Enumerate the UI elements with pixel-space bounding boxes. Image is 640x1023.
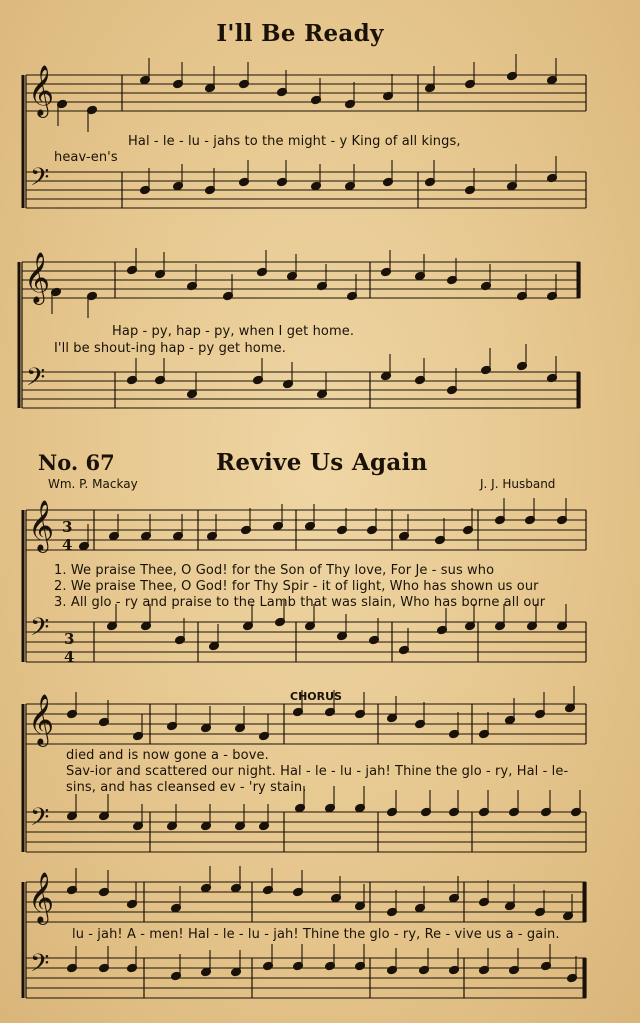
hymn1-title: I'll Be Ready [216, 20, 384, 47]
hymn2-sys2-bass-clef: 𝄢 [30, 803, 50, 838]
composer-credit: J. J. Husband [480, 477, 556, 491]
hymn1-sys2-bass-clef: 𝄢 [26, 363, 46, 398]
time-signature-bass: 4 [64, 648, 75, 666]
verse-2-lyric: 2. We praise Thee, O God! for Thy Spir - it of light, Who has shown us our [54, 579, 539, 594]
system2-lyric-1: died and is now gone a - bove. [66, 748, 269, 763]
system2-lyric-3: sins, and has cleansed ev - 'ry stain. [66, 780, 307, 795]
hymn-number: No. 67 [38, 450, 115, 475]
hymn2-sys2-treble-clef: 𝄞 [28, 694, 55, 745]
hymn1-sys2-treble-clef: 𝄞 [24, 252, 51, 303]
time-signature-treble: 3 [62, 518, 73, 536]
hymn2-sys1-bass-clef: 𝄢 [30, 613, 50, 648]
hymn1-sys1-treble-clef: 𝄞 [28, 65, 55, 116]
time-signature-treble: 4 [62, 536, 73, 554]
system2-lyric-2: Sav-ior and scattered our night. Hal - le - lu - jah! Thine the glo - ry, Hal - le- [66, 764, 569, 779]
verse-1-lyric: 1. We praise Thee, O God! for the Son of Thy love, For Je - sus who [54, 563, 495, 578]
author-credit: Wm. P. Mackay [48, 477, 138, 491]
hymn2-title: Revive Us Again [216, 449, 428, 476]
hymn1-lyric-2a: Hap - py, hap - py, when I get home. [112, 324, 355, 339]
hymn1-lyric-1b: heav-en's [54, 150, 118, 165]
hymn2-sys3-treble-clef: 𝄞 [28, 872, 55, 923]
chorus-label: CHORUS [290, 690, 342, 703]
system3-lyric: lu - jah! A - men! Hal - le - lu - jah! Thine the glo - ry, Re - vive us a - gain. [72, 927, 560, 942]
hymn2-sys1-treble-clef: 𝄞 [28, 500, 55, 551]
hymn1-lyric-1a: Hal - le - lu - jahs to the might - y King of all kings, [128, 134, 461, 149]
hymn1-sys1-bass-clef: 𝄢 [30, 163, 50, 198]
hymn1-lyric-2b: I'll be shout-ing hap - py get home. [54, 341, 286, 356]
time-signature-bass: 3 [64, 630, 75, 648]
verse-3-lyric: 3. All glo - ry and praise to the Lamb that was slain, Who has borne all our [54, 595, 546, 610]
hymn2-sys3-bass-clef: 𝄢 [30, 949, 50, 984]
